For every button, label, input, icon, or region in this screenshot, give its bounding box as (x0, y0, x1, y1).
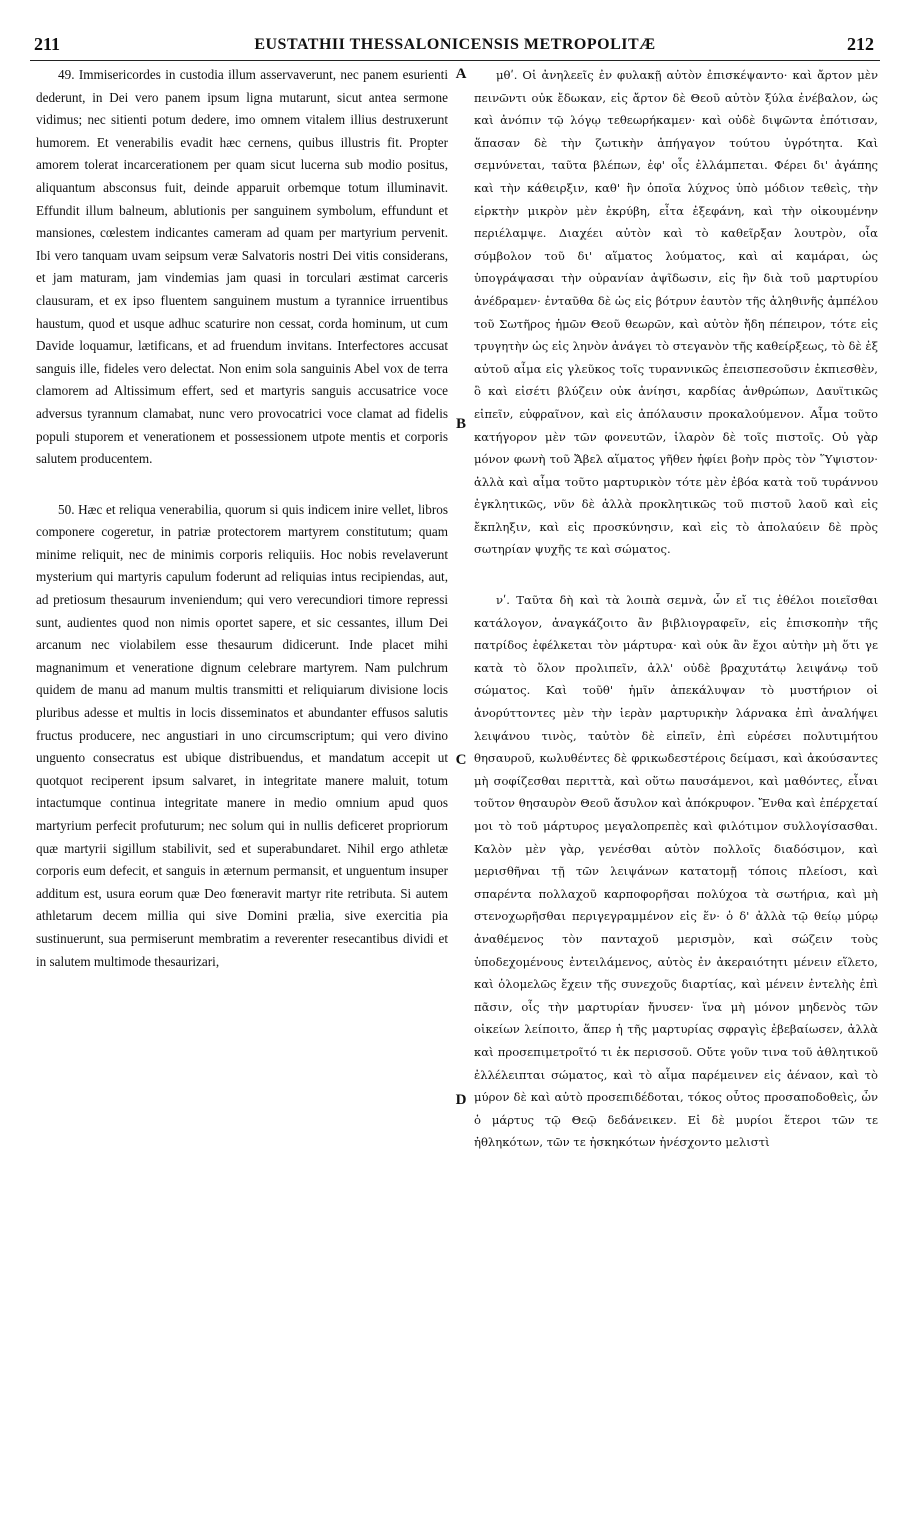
greek-paragraph-50: νʹ. Ταῦτα δὴ καὶ τὰ λοιπὰ σεμνὰ, ὧν εἴ τις ἐθέλοι ποιεῖσθαι κατάλογον, ἀναγκάζοιτο ἂν βιβλιογραφεῖν, εἰς ἐπισκοπὴν τῆς πατρίδος ἐφέλκεται τὸν μάρτυρα· καὶ οὐκ ἂν ἔχοι αὐτὴν μὴ ὅτι γε κατὰ τὸ ὅλον προλιπεῖν, ἀλλ' οὐδὲ βραχυτάτῳ λειψάνῳ τοῦ σώματος. Καὶ τοῦθ' ἡμῖν ἀπεκάλυψαν τὸ μυστήριον οἱ ἀνορύττοντες μὲν τὴν ἱερὰν μαρτυρικὴν λάρνακα ἐπὶ ἀναλήψει λειψάνου τινὸς, ταὐτὸν δὲ εἰπεῖν, ἐπὶ εὑρέσει πολυτιμήτου θησαυροῦ, κωλυθέντες δὲ φρικωδεστέροις δείμασι, καὶ ἀκούσαντες μὴ σοφίζεσθαι περιττὰ, καὶ οὕτω παυσάμενοι, καὶ μαθόντες, εἶναι τοῦτον θησαυρὸν Θεοῦ ἄσυλον καὶ ἀπόκρυφον. Ἔνθα καὶ ἐπέρχεταί μοι τὸ τοῦ μάρτυρος μεγαλοπρεπὲς καὶ φιλότιμον συλλογίσασθαι. Καλὸν μὲν γὰρ, γενέσθαι αὐτὸν πολλοῖς διαδόσιμον, καὶ μερισθῆναι τῇ τῶν λειψάνων κατατομῇ τόποις πλείοσι, καὶ σπαρέντα πολλαχοῦ καρποφορῆσαι πολύχοα τὰ σωτήρια, καὶ μὴ στενοχωρῆσθαι περιγεγραμμένον εἰς ἕν· ὁ δ' ἀλλὰ τῷ θείῳ μύρῳ ἀναθέμενος τὸν πανταχοῦ μερισμὸν, καὶ σώζειν τοὺς ὑποδεχομένους ἐντειλάμενος, αὐτὸς ἐν ἀκεραιότητι μένειν εἵλετο, καὶ ὁλομελῶς ἔχειν τῆς συνεχοῦς διαρτίας, καὶ μένειν ἐντελὴς ἐπὶ πᾶσιν, οἷς τὴν μαρτυρίαν ἤνυσεν· ἵνα μὴ μόνον μηδενὸς τῶν οἰκείων λείποιτο, ἅπερ ἡ τῆς μαρτυρίας σφραγὶς ἐβεβαίωσεν, ἀλλὰ καὶ προσεπιμετροῖτό τι ἐκ περισσοῦ. Οὔτε γοῦν τινα τοῦ ἀθλητικοῦ ἐλλέλειπται σώματος, καὶ τὸ αἷμα παρέμεινεν εἰς ἀέναον, καὶ τὸ μύρον δὲ καὶ αὐτὸ προσεπιδέδοται, τόκος οὗτος προσαποδοθεὶς, ὧν ὁ μάρτυς τῷ Θεῷ δεδάνεικεν. Εἰ δὲ μυρίοι ἕτεροι τῶν τε ἠθληκότων, τῶν τε ἠσκηκότων ἠνέσχοντο μελιστὶ (474, 593, 878, 1150)
margin-marker-d: D (455, 1092, 467, 1108)
margin-marker-a: A (455, 66, 467, 82)
running-title: EUSTATHII THESSALONICENSIS METROPOLITÆ (254, 36, 656, 53)
latin-paragraph-49: 49. Immisericordes in custodia illum asservaverunt, nec panem esurienti dederunt, in Dei vero panem ipsum ligna mutarunt, sicut antea sermone vidimus; nec sitienti potum dedere, imo omnem vitalem illius destruxerunt humorem. Et venerabilis evadit hæc cernens, quibus illustris fit. Propter amorem tolerat incarcerationem per quam sicut lucerna sub modio positus, aliquantum absconsus fuit, deinde apparuit orbemque totum illuminavit. Effundit illum balneum, ablutionis per sanguinem symbolum, effundunt et mansiones, cœlestem indicantes cameram ad quam per martyrium pervenit. Ibi vero tanquam uvam seipsum veræ Salvatoris nostri Dei vitis considerans, et jam maturam, jam vindemias jam quasi in torculari æstimat carceris clausuram, et ex ipso fluentem sanguinem mustum a tyrannice irruentibus haustum, quod et usque adhuc scaturire non cessat, corda hominum, ut cum Davide loquamur, lætificans, et ad fruendum invitans. Interfectores accusat sanguis ille, fideles vero delectat. Non enim sola sanguinis Abel vox de terra clamorem ad Altissimum effert, sed et martyris sanguis accusatrice voce adversus tyrannum clamabat, nunc vero provocatrici voce clamat ad fidelis populi stuporem et venerationem et possessionem utpote mentis et corporis salutem producentem. (36, 67, 448, 467)
latin-column (36, 64, 448, 1524)
margin-marker-b: B (455, 416, 466, 432)
greek-column (474, 64, 878, 1524)
page-number-left: 211 (34, 34, 61, 54)
margin-marker-c: C (455, 752, 467, 768)
running-header (30, 34, 880, 61)
latin-paragraph-50: 50. Hæc et reliqua venerabilia, quorum si quis indicem inire vellet, libros componere cogeretur, in patriæ protectorem martyrem constitutum; quam minime reliquit, nec de minimis corporis reliquiis. Hoc nobis revelaverunt mysterium qui martyris capulum foderunt ad reliquias intus recipiendas, aut, ad pretiosum thesaurum inveniendum; qui vero verecundiori timore repressi sunt, audientes quod non nimis oportet sapere, et sic cessantes, illum Dei arcanum nec violabilem esse thesaurum didicerunt. Inde placet mihi magnanimum et veneratione dignum celebrare martyrem. Nam pulchrum quidem de manu ad manum multis transmitti et reliquiarum divisione locis pluribus adesse et multis in locis disseminatos et abundanter effusos salutis fructus producere, nec angustiari in uno circumscriptum; qui vero divino unguento consecratus est ubique distribuendus, et mandatum accepit ut quotquot reciperent ipsum salvaret, in integritate manere maluit, totum intactumque continua integritate manere in medio omnium apud quos martyrium perfecit profuturum; nec solum qui in nullis deficeret propriorum quæ martyrii sigillum stabilivit, sed et superabundaret. Nihil ergo athletæ corporis eum defecit, et sanguis in æternum permansit, et unguentum insuper additum est, usura eorum quæ Deo fœneravit martyr rite retributa. Si autem athletarum decem millia qui sive Domini prælia, sive exercitia pia sustinuerunt, sua permiserunt membratim a reverenter resecantibus dividi et in salutem multimode thesaurizari, (36, 501, 448, 969)
greek-paragraph-49: μθʹ. Οἱ ἀνηλεεῖς ἐν φυλακῇ αὐτὸν ἐπισκέψαντο· καὶ ἄρτον μὲν πεινῶντι οὐκ ἔδωκαν, εἰς ἄρτον δὲ Θεοῦ αὐτὸν ξύλα ἐνέβαλον, ὡς καὶ ἀνόπιν τῷ λόγῳ τεθεωρήκαμεν· καὶ οὐδὲ διψῶντα ἐπότισαν, ἅπασαν δὲ τὴν ζωτικὴν ἀπήγαγον τούτου ὑγρότητα. Καὶ σεμνύνεται, ταῦτα βλέπων, ἐφ' οἷς ἐλλάμπεται. Φέρει δι' ἀγάπης καὶ τὴν κάθειρξιν, καθ' ἣν ὁποῖα λύχνος ὑπὸ μόδιον τεθεὶς, τὴν εἱρκτὴν μικρὸν μὲν ἐκρύβη, εἶτα ἐξεφάνη, καὶ τὴν οἰκουμένην περιέλαμψε. Διαχέει αὐτὸν καὶ τὸ καθεῖρξαν λουτρὸν, οἷα σύμβολον τοῦ δι' αἵματος λούματος, καὶ αἱ καμάραι, ὡς ὑπογράψασαι τὴν οὐρανίαν ἀψῖδωσιν, εἰς ἣν διὰ τοῦ μαρτυρίου ἀνέδραμεν· ἐνταῦθα δὲ ὡς εἰς βότρυν ἑαυτὸν τῆς ἀληθινῆς ἀμπέλου τοῦ Σωτῆρος ἡμῶν Θεοῦ θεωρῶν, καὶ αὐτὸν ἤδη πέπειρον, τότε εἰς τρυγητὴν ὡς εἰς ληνὸν ἀνάγει τὸ στεγανὸν τῆς καθείρξεως, τὸ δὲ ἐξ αὐτοῦ αἷμα εἰς γλεῦκος τοῖς τυραννικῶς ἐπεισπεσοῦσιν ἐκπιεσθὲν, ὃ καὶ εἰσέτι βλύζειν οὐκ ἀνίησι, καρδίας ἀνθρώπων, Δαυϊτικῶς εἰπεῖν, εὐφραῖνον, καὶ εἰς ἀπόλαυσιν προκαλούμενον. Αἷμα τοῦτο κατήγορον μὲν τῶν φονευτῶν, ἱλαρὸν δὲ τοῖς πιστοῖς. Οὐ γὰρ μόνον φωνὴ τοῦ Ἄβελ αἵματος γῆθεν ἠφίει βοὴν πρὸς τὸν Ὕψιστον· ἀλλὰ καὶ αἷμα τοῦτο μαρτυρικὸν τότε μὲν ἐβόα κατὰ τοῦ τυράννου ἐγκλητικῶς, νῦν δὲ ἀλλὰ προκλητικῶς τοῦ πιστοῦ λαοῦ καὶ εἰς ἔκπληξιν, καὶ εἰς προσκύνησιν, καὶ εἰς τὸ ἀπολαύειν δὲ πρὸς σωτηρίαν ψυχῆς τε καὶ σώματος. (474, 68, 878, 557)
page-number-right: 212 (847, 34, 874, 54)
